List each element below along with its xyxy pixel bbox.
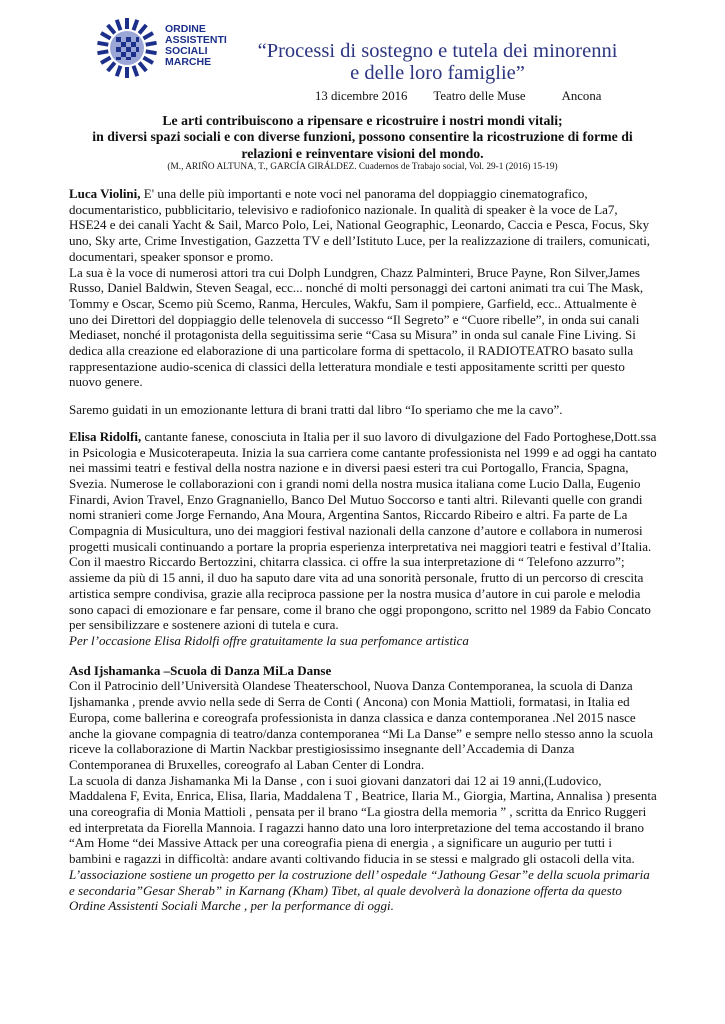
logo-line: ORDINE	[165, 23, 206, 35]
event-title-line2: e delle loro famiglie”	[350, 62, 525, 84]
ijshamanka-title	[69, 663, 657, 679]
logo-line: MARCHE	[165, 56, 212, 68]
quote-line3: relazioni e reinventare visioni del mondo.	[241, 145, 484, 161]
ijshamanka-title-text: Asd Ijshamanka –Scuola di Danza MiLa Danse	[69, 662, 332, 678]
violini-guided: Saremo guidati in un emozionante lettura di brani tratti dal libro “Io speriamo che me la cavo”.	[69, 401, 563, 417]
violini-paragraph	[69, 186, 657, 265]
logo-line: ASSISTENTI	[165, 34, 227, 46]
ridolfi-note: Per l’occasione Elisa Ridolfi offre gratuitamente la sua perfomance artistica	[69, 632, 469, 648]
ridolfi-paragraph	[69, 429, 657, 555]
ijshamanka-paragraph: Con il Patrocinio dell’Università Olandese Theaterschool, Nuova Danza Contemporanea, la scuola di Danza Ijshamanka , prende avvio nella sede di Serra de Conti ( Ancona) con Monia Mattioli, formatasi, in Italia ed Europa, come ballerina e coreografa professionista in danza classica e danza contemporanea .Nel 2015 nasce anche la giovane compagnia di teatro/danza contemporanea “Mi La Danse” e sempre nello stesso anno la scuola riceve la collaborazione di Martin Nackbar prestigiosissimo insegnante dell’Accademia di Danza Contemporanea di Bruxelles, coreografo al Laban Center di Londra.	[69, 678, 654, 772]
event-info	[315, 89, 601, 104]
ridolfi-paragraph-2: Con il maestro Riccardo Bertozzini, chitarra classica. ci offre la sua interpretazione di “ Telefono azzurro”; assieme da più di 15 anni, il duo ha saputo dare vita ad una sonorità personale, frutto di un percorso di crescita artistica sempre condivisa, grazie alla reciproca passione per la nostra musica d’autore in cui parole e melodia sono capaci di emozionare e far pensare, come il brano che oggi propongono, scritto nel 1989 da Fabio Concato per sensibilizzare e sostenere azioni di tutela e cura.	[69, 554, 651, 633]
ridolfi-bio: cantante fanese, conosciuta in Italia per il suo lavoro di divulgazione del Fado Portoghese,Dott.ssa in Psicologia e Musicoterapeuta. Inizia la sua carriera come cantante professionista nel 1999 e ad oggi ha cantato nei massimi teatri e festival della nostra nazione e in diversi paesi esteri tra cui Portogallo, Francia, Spagna, Svezia. Numerose le collaborazioni con i grandi nomi della nostra musica italiana come Lucio Dalla, Eugenio Finardi, Avion Travel, Enzo Gragnaniello, Banco Del Mutuo Soccorso e tanti altri. Rilevanti quelle con grandi nomi stranieri come Jorge Fernando, Ana Moura, Argentina Santos, Riccardo Ribeiro e altri. Fa parte de La Compagnia di Musicultura, uno dei maggiori festival nazionali della canzone d’autore e collabora in numerosi progetti musicali continuando a portare la propria esperienza interpretativa nei maggiori teatri e festival d’Italia.	[69, 428, 657, 554]
violini-name: Luca Violini,	[69, 186, 141, 201]
document-body	[69, 186, 657, 914]
quote-heading	[66, 113, 659, 162]
violini-paragraph-2: La sua è la voce di numerosi attori tra cui Dolph Lundgren, Chazz Palminteri, Bruce Payne, Ron Silver,James Russo, Daniel Baldwin, Steven Seagal, ecc... nonché di molti personaggi dei cartoni animati tra cui The Mask, Tommy e Oscar, Scemo più Scemo, Ranma, Hercules, Wakfu, Sam il pompiere, Garfield, ecc.. Attualmente è uno dei Direttori del doppiaggio delle telenovela di successo “Il Segreto” e “Cuore ribelle”, in onda sui canali Mediaset, nonché il protagonista della seguitissima serie “Casa su Misura” in onda sul canale Fine Living. Si dedica alla creazione ed elaborazione di una particolare forma di spettacolo, il RADIOTEATRO basato sulla rappresentazione audio-scenica di classici della letteratura mondiale e testi appositamente scritti per questo nuovo genere.	[69, 264, 644, 390]
event-date: 13 dicembre 2016	[315, 89, 408, 103]
event-venue: Teatro delle Muse	[433, 89, 526, 103]
logo-line: SOCIALI	[165, 45, 208, 57]
logo-sunburst-icon	[86, 15, 168, 81]
event-city: Ancona	[561, 89, 602, 103]
quote-line1: Le arti contribuiscono a ripensare e ricostruire i nostri mondi vitali;	[162, 113, 563, 128]
ijshamanka-note: L’associazione sostiene un progetto per la costruzione dell’ ospedale “Jathoung Gesar”e della scuola primaria e secondaria”Gesar Sherab” in Karnang (Kham) Tibet, al quale devolverà la donazione offerta da questo Ordine Assistenti Sociali Marche , per la performance di oggi.	[69, 866, 650, 914]
ridolfi-name: Elisa Ridolfi,	[69, 428, 142, 444]
event-title	[160, 40, 715, 84]
quote-line2: in diversi spazi sociali e con diverse funzioni, possono consentire la ricostruzione di forme di	[92, 129, 633, 145]
citation: (M., ARIÑO ALTUNA, T., GARCÍA GIRÁLDEZ. Cuadernos de Trabajo social, Vol. 29-1 (2016) 15-19)	[167, 162, 558, 172]
ijshamanka-paragraph-2: La scuola di danza Jishamanka Mi la Danse , con i suoi giovani danzatori dai 12 ai 19 anni,(Ludovico, Maddalena F, Evita, Enrica, Elisa, Ilaria, Maddalena T , Beatrice, Ilaria M., Giorgia, Martina, Annalisa ) presenta una coreografia di Monia Mattioli , pensata per il brano “La giostra della memoria ” , scritta da Enrico Ruggeri ed interpretata da Fiorella Mannoia. I ragazzi hanno dato una loro interpretazione del tema accostando il brano “Am Home “dei Massive Attack per una coreografia piena di energia , a significare un augurio per tutti i bambini e ragazzi in difficoltà: andare avanti coltivando fiducia in se stessi e malgrado gli ostacoli della vita.	[69, 772, 657, 867]
event-title-line1: “Processi di sostegno e tutela dei minorenni	[257, 40, 618, 62]
violini-bio: E' una delle più importanti e note voci nel panorama del doppiaggio cinematografico, documentaristico, pubblicitario, televisivo e radiofonico nazionale. In qualità di speaker è la voce de La7, HSE24 e dei canali Yacht & Sail, Marco Polo, Lei, National Geographic, Leonardo, Caccia e Pesca, Focus, Sky uno, Sky arte, Crime Investigation, Gazzetta TV e dell’Istituto Luce, per la realizzazione di trailers, comunicati, documentari, speaker sponsor e promo.	[69, 186, 651, 264]
